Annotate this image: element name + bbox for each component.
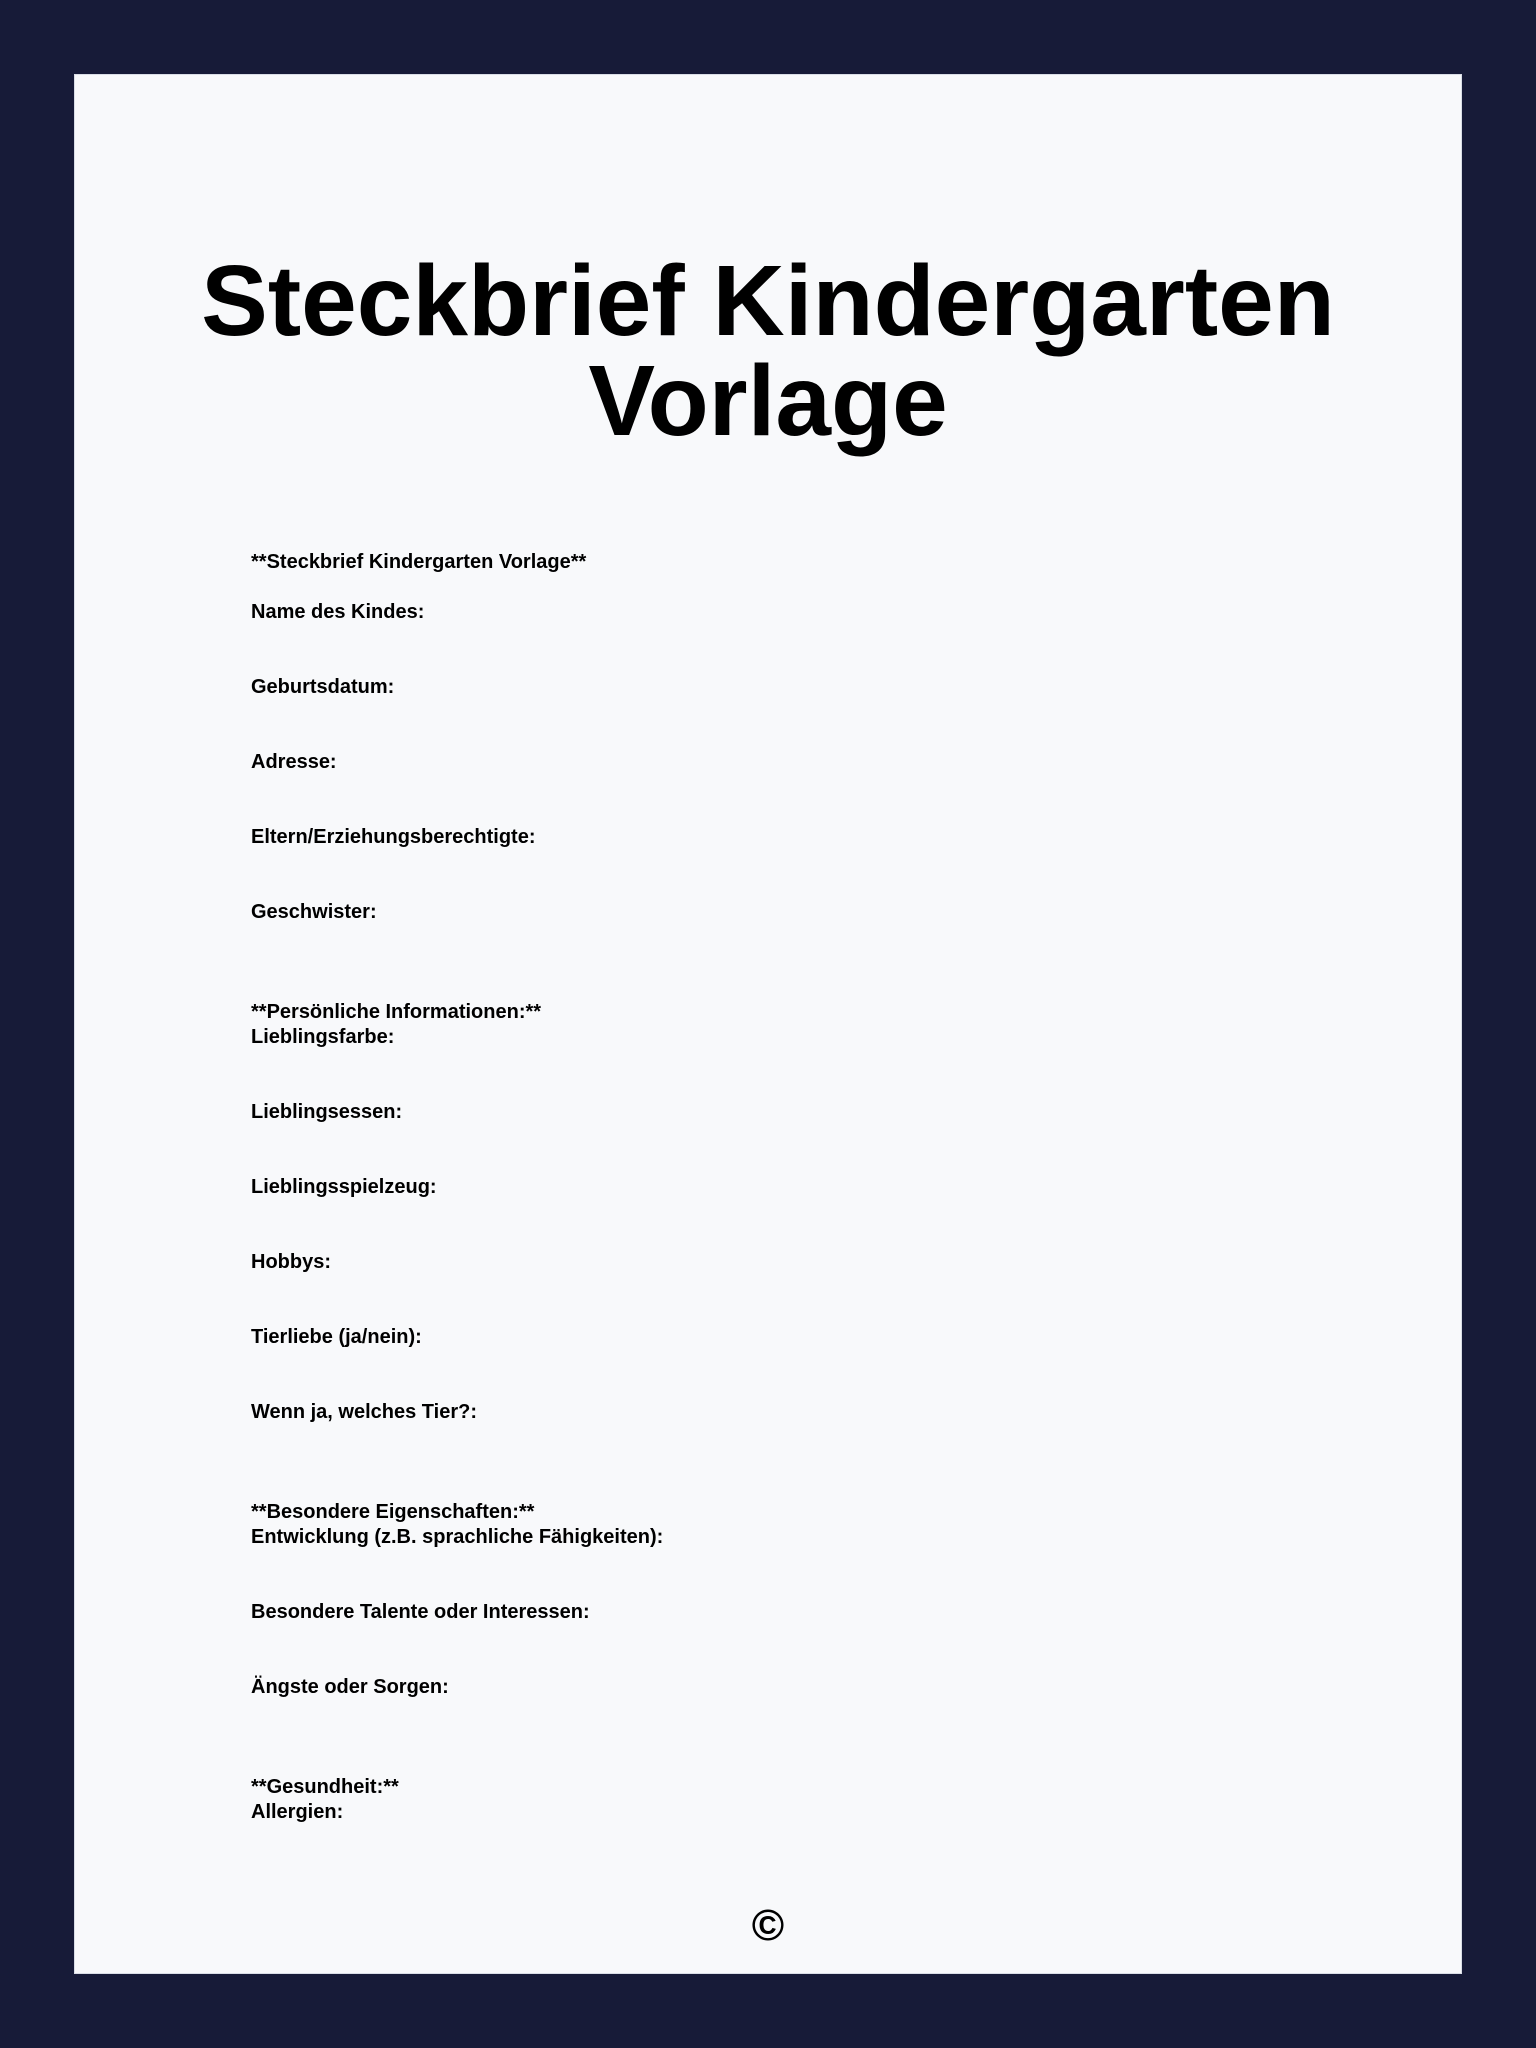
form-content bbox=[251, 75, 1351, 1973]
field-label-hobbies: Hobbys: bbox=[251, 1251, 331, 1273]
field-label-talents: Besondere Talente oder Interessen: bbox=[251, 1601, 590, 1623]
field-label-favorite-color: Lieblingsfarbe: bbox=[251, 1026, 395, 1048]
page-title: Steckbrief Kindergarten Vorlage bbox=[201, 245, 1335, 457]
field-label-allergies: Allergien: bbox=[251, 1801, 344, 1823]
field-label-development: Entwicklung (z.B. sprachliche Fähigkeiten): bbox=[251, 1526, 664, 1548]
field-label-address: Adresse: bbox=[251, 751, 337, 773]
section-heading-personal: **Persönliche Informationen:** bbox=[251, 1001, 542, 1023]
section-heading-traits: **Besondere Eigenschaften:** bbox=[251, 1501, 535, 1523]
field-label-which-animal: Wenn ja, welches Tier?: bbox=[251, 1401, 477, 1423]
field-label-name: Name des Kindes: bbox=[251, 601, 425, 623]
field-label-parents: Eltern/Erziehungsberechtigte: bbox=[251, 826, 536, 848]
field-label-favorite-toy: Lieblingsspielzeug: bbox=[251, 1176, 437, 1198]
field-label-animal-love: Tierliebe (ja/nein): bbox=[251, 1326, 422, 1348]
field-label-favorite-food: Lieblingsessen: bbox=[251, 1101, 403, 1123]
document-page bbox=[74, 74, 1462, 1974]
copyright-icon: © bbox=[751, 1901, 785, 1950]
field-label-siblings: Geschwister: bbox=[251, 901, 377, 923]
field-label-birthdate: Geburtsdatum: bbox=[251, 676, 395, 698]
form-heading: **Steckbrief Kindergarten Vorlage** bbox=[251, 551, 587, 573]
field-label-fears: Ängste oder Sorgen: bbox=[251, 1676, 449, 1698]
section-heading-health: **Gesundheit:** bbox=[251, 1776, 399, 1798]
